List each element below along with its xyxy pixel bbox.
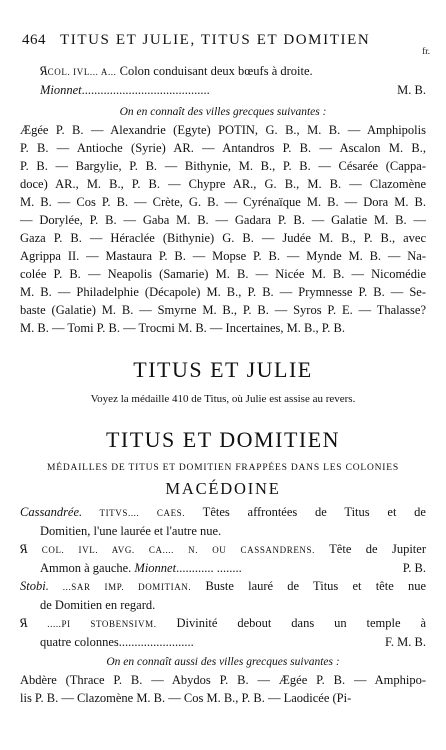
text-line: Ægée P. B. — Alexandrie (Egyte) POTIN, G. B., M. B. — Amphipolis (20, 123, 426, 137)
titus-julie-note: Voyez la médaille 410 de Titus, où Julie est assise au revers. (90, 393, 356, 405)
reverse-legend: COL. IVL... A... (47, 67, 117, 77)
reverse-mark: R (40, 64, 48, 78)
cassandree-reverse-2 (20, 559, 426, 577)
reference-dots: ............ ........ (176, 561, 242, 575)
cities-heading: On en connaît des villes grecques suivantes : (119, 106, 327, 118)
text-line: Abdère (Thrace P. B. — Abydos P. B. — Ægée P. B. — Amphipo- (20, 673, 426, 687)
text-line: — Dorylée, P. B. — Gaba M. B. — Gadara P. B. — Galatie M. B. — (20, 213, 426, 227)
text-line: M. B. — Cos P. B. — Crète, G. B. — Cyrénaïque M. B. — Dora M. B. (20, 195, 426, 209)
section-title-titus-julie: TITUS ET JULIE (133, 357, 313, 382)
cassandree-line-2: Domitien, l'une laurée et l'autre nue. (40, 524, 222, 538)
text-line: P. B. — Bargylie, P. B. — Bithynie, M. B., P. B. — Césarée (Cappa- (20, 159, 426, 173)
stobi-line-2: de Domitien en regard. (40, 598, 156, 612)
reverse-legend: COL. IVL. AVG. CA.... N. OU CASSANDRENS. (27, 545, 315, 555)
section-title-titus-domitien: TITUS ET DOMITIEN (105, 427, 341, 452)
region-heading: MACÉDOINE (165, 479, 281, 498)
reverse-mark: R (20, 542, 28, 556)
text-line: coléе P. B. — Neapolis (Samarie) M. B. — Nicée M. B. — Nicomédie (20, 267, 426, 281)
city-name: Stobi. (20, 579, 49, 593)
obverse-legend: ...SAR IMP. DOMITIAN. (48, 582, 192, 592)
cassandree-reverse (20, 540, 426, 559)
reference-dots: ......................................... (81, 83, 210, 97)
reverse-mark: R (20, 616, 28, 630)
text-line: M. B. — Tomi P. B. — Trocmi M. B. — Incertaines, M. B., P. B. (20, 321, 345, 335)
reference-dots: ........................ (118, 635, 194, 649)
text-line: baste (Galatie) M. B. — Smyrne M. B., P. B. — Syros P. E. — Thalasse? (20, 303, 426, 317)
reverse-text: Colon conduisant deux bœufs à droite. (116, 64, 313, 78)
cassandree-line-1 (20, 503, 426, 522)
cities-paragraph-2 (20, 671, 426, 707)
cities-paragraph (20, 121, 426, 337)
text-line: Gaza P. B. — Héraclée (Bithynie) G. B. — Judée M. B., P. B., avec (20, 231, 426, 245)
running-title: TITUS ET JULIE, TITUS ET DOMITIEN (60, 32, 371, 48)
page-header (22, 32, 430, 56)
text-line: M. B. — Philadelphie (Décapole) M. B., P. B. — Prymnesse P. B. — Se- (20, 285, 426, 299)
reverse-description (20, 62, 426, 81)
stobi-reverse-2 (20, 633, 426, 651)
colonies-subtitle: MÉDAILLES DE TITUS ET DOMITIEN FRAPPÉES DANS LES COLONIES (47, 463, 399, 473)
page-number: 464 (22, 32, 46, 48)
rarity: F. M. B. (384, 635, 426, 649)
obverse-legend: TITVS.... CAES. (82, 508, 186, 518)
margin-mark: fr. (422, 46, 430, 56)
reference-line (20, 81, 426, 99)
reverse-text: Tête de Jupiter (315, 542, 426, 556)
reverse-text-2: quatre colonnes (40, 635, 119, 649)
reference-author: Mionnet (131, 561, 177, 575)
cities-heading-2: On en connaît aussi des villes grecques suivantes : (106, 656, 340, 668)
reverse-legend: .....PI STOBENSIVM. (27, 619, 157, 629)
reference-author: Mionnet (40, 83, 82, 97)
city-name: Cassandrée. (20, 505, 83, 519)
text-line: lis P. B. — Clazomène M. B. — Cos M. B., P. B. — Laodicée (Pi- (20, 691, 352, 705)
reverse-text-2: Ammon à gauche. (40, 561, 132, 575)
obverse-text: Têtes affrontées de Titus et de (185, 505, 426, 519)
stobi-line-1 (20, 577, 426, 596)
rarity: M. B. (397, 83, 426, 97)
text-line: doce) AR., M. B., P. B. — Chypre AR., G. B., M. B. — Clazomène (20, 177, 426, 191)
page-body (20, 62, 426, 707)
obverse-text: Buste lauré de Titus et tête nue (191, 579, 426, 593)
reverse-text: Divinité debout dans un temple à (156, 616, 426, 630)
text-line: P. B. — Antioche (Syrie) AR. — Antandros P. B. — Ascalon M. B., (20, 141, 426, 155)
text-line: Agrippa II. — Mastaura P. B. — Mopse P. B. — Mynde M. B. — Na- (20, 249, 426, 263)
stobi-reverse (20, 614, 426, 633)
rarity: P. B. (402, 561, 426, 575)
